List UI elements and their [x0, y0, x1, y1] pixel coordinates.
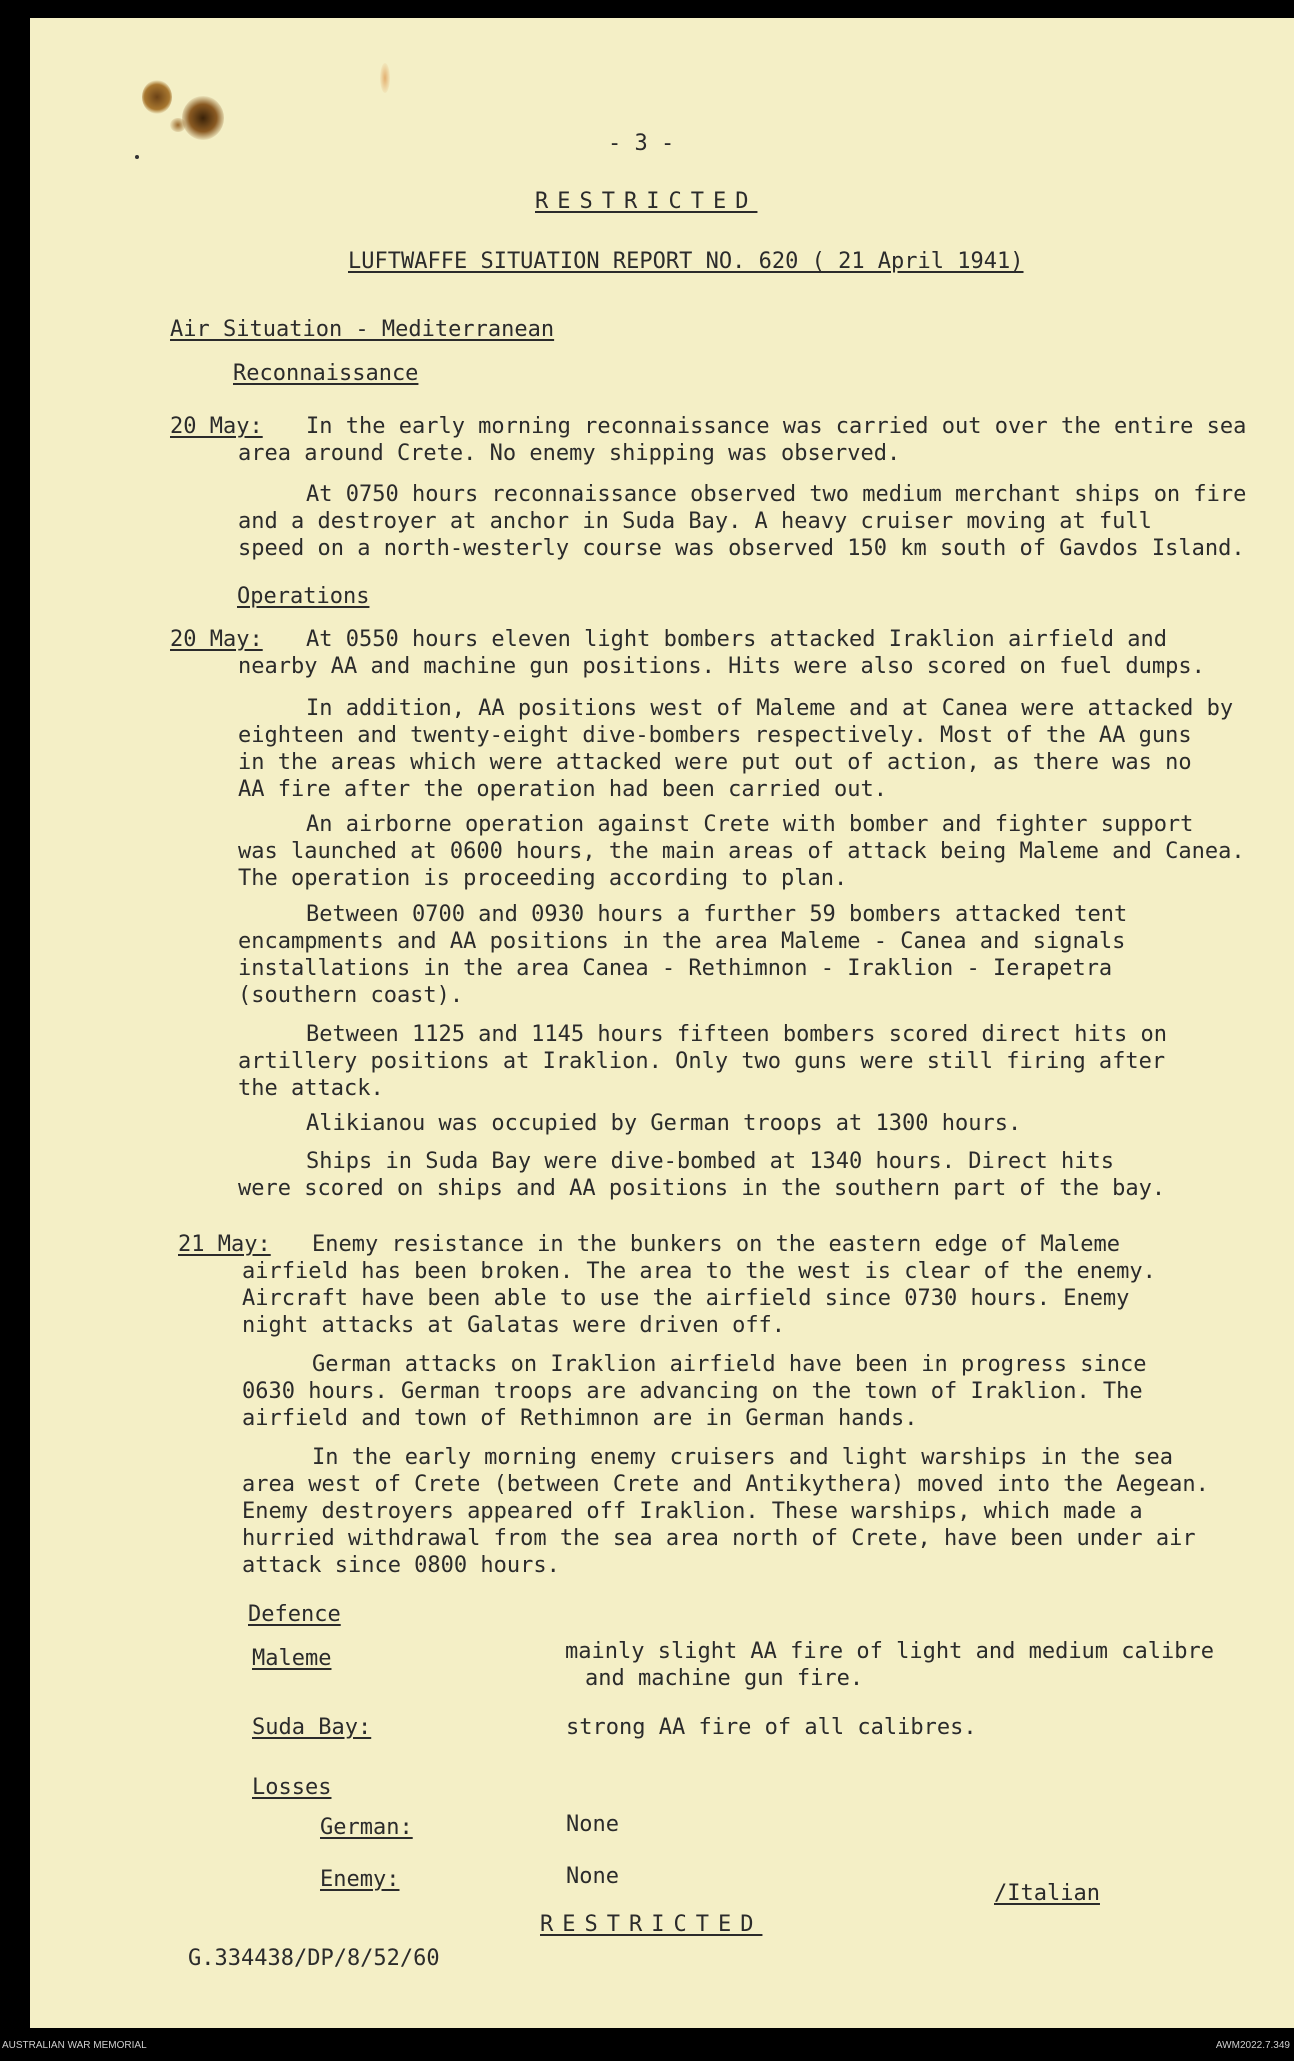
paragraph-line: In the early morning reconnaissance was carried out over the entire sea [306, 414, 1247, 439]
paragraph-line: area west of Crete (between Crete and Antikythera) moved into the Aegean. [242, 1472, 1209, 1497]
paragraph-line: hurried withdrawal from the sea area north of Crete, have been under air [242, 1526, 1196, 1551]
paragraph-line: were scored on ships and AA positions in the southern part of the bay. [238, 1176, 1166, 1201]
paragraph-line: area around Crete. No enemy shipping was observed. [238, 441, 901, 466]
losses-value-german: None [566, 1812, 619, 1837]
stain-mark [182, 96, 224, 140]
paragraph-line: Enemy resistance in the bunkers on the eastern edge of Maleme [312, 1232, 1120, 1257]
paragraph-line: AA fire after the operation had been carried out. [238, 777, 888, 802]
date-label: 21 May: [178, 1232, 271, 1257]
date-label: 20 May: [170, 627, 263, 652]
paragraph-line: nearby AA and machine gun positions. Hits were also scored on fuel dumps. [238, 654, 1205, 679]
stain-mark [142, 80, 172, 114]
classification-footer: RESTRICTED [540, 1912, 763, 1937]
operations-heading: Operations [237, 584, 370, 609]
defence-value: strong AA fire of all calibres. [566, 1715, 977, 1740]
paragraph-line: Ships in Suda Bay were dive-bombed at 1340 hours. Direct hits [306, 1149, 1114, 1174]
stain-mark [170, 118, 186, 132]
reference-number: G.334438/DP/8/52/60 [188, 1946, 440, 1971]
losses-label-german: German: [320, 1815, 413, 1840]
paragraph-line: airfield and town of Rethimnon are in German hands. [242, 1406, 918, 1431]
archive-footer-bar [0, 2030, 1294, 2061]
stain-mark [380, 63, 390, 93]
stain-mark [135, 155, 139, 159]
defence-value: mainly slight AA fire of light and medium calibre [565, 1639, 1215, 1664]
paragraph-line: 0630 hours. German troops are advancing on the town of Iraklion. The [242, 1379, 1143, 1404]
paragraph-line: At 0750 hours reconnaissance observed two medium merchant ships on fire [306, 482, 1247, 507]
date-label: 20 May: [170, 414, 263, 439]
paragraph-line: speed on a north-westerly course was observed 150 km south of Gavdos Island. [238, 536, 1245, 561]
continuation-word: /Italian [994, 1881, 1100, 1906]
paragraph-line: in the areas which were attacked were put out of action, as there was no [238, 750, 1192, 775]
paragraph-line: The operation is proceeding according to plan. [238, 866, 848, 891]
paragraph-line: Between 0700 and 0930 hours a further 59 bombers attacked tent [306, 902, 1128, 927]
paragraph-line: Enemy destroyers appeared off Iraklion. These warships, which made a [242, 1499, 1143, 1524]
paragraph-line: At 0550 hours eleven light bombers attacked Iraklion airfield and [306, 627, 1167, 652]
defence-label-suda-bay: Suda Bay: [252, 1715, 372, 1740]
losses-value-enemy: None [566, 1864, 619, 1889]
paragraph-line: artillery positions at Iraklion. Only two guns were still firing after [238, 1049, 1166, 1074]
paragraph-line: In addition, AA positions west of Maleme and at Canea were attacked by [306, 696, 1234, 721]
archive-reference: AWM2022.7.349 [1215, 2040, 1290, 2051]
paragraph-line: airfield has been broken. The area to the west is clear of the enemy. [242, 1259, 1156, 1284]
page-number: - 3 - [608, 131, 675, 156]
paragraph-line: night attacks at Galatas were driven off. [242, 1313, 786, 1338]
paragraph-line: the attack. [238, 1076, 384, 1101]
paragraph-line: German attacks on Iraklion airfield have been in progress since [312, 1352, 1147, 1377]
paragraph-line: Between 1125 and 1145 hours fifteen bombers scored direct hits on [306, 1022, 1167, 1047]
classification-header: RESTRICTED [535, 189, 758, 214]
document-page [30, 18, 1294, 2028]
defence-value: and machine gun fire. [585, 1666, 864, 1691]
paragraph-line: (southern coast). [238, 983, 464, 1008]
defence-heading: Defence [248, 1602, 341, 1627]
paragraph-line: In the early morning enemy cruisers and light warships in the sea [312, 1445, 1173, 1470]
paragraph-line: encampments and AA positions in the area Maleme - Canea and signals [238, 929, 1126, 954]
paragraph-line: and a destroyer at anchor in Suda Bay. A heavy cruiser moving at full [238, 509, 1152, 534]
paragraph-line: Aircraft have been able to use the airfield since 0730 hours. Enemy [242, 1286, 1130, 1311]
reconnaissance-heading: Reconnaissance [233, 361, 419, 386]
paragraph-line: was launched at 0600 hours, the main areas of attack being Maleme and Canea. [238, 839, 1245, 864]
archive-name: AUSTRALIAN WAR MEMORIAL [2, 2040, 147, 2051]
losses-label-enemy: Enemy: [320, 1867, 400, 1892]
paragraph-line: installations in the area Canea - Rethimnon - Iraklion - Ierapetra [238, 956, 1113, 981]
section-title: Air Situation - Mediterranean [170, 317, 555, 342]
paragraph-line: attack since 0800 hours. [242, 1553, 560, 1578]
paragraph-line: eighteen and twenty-eight dive-bombers respectively. Most of the AA guns [238, 723, 1192, 748]
losses-heading: Losses [252, 1775, 332, 1800]
paragraph-line: Alikianou was occupied by German troops at 1300 hours. [306, 1111, 1022, 1136]
report-title: LUFTWAFFE SITUATION REPORT NO. 620 ( 21 April 1941) [348, 249, 1024, 274]
defence-label-maleme: Maleme [252, 1646, 332, 1671]
paragraph-line: An airborne operation against Crete with bomber and fighter support [306, 812, 1194, 837]
